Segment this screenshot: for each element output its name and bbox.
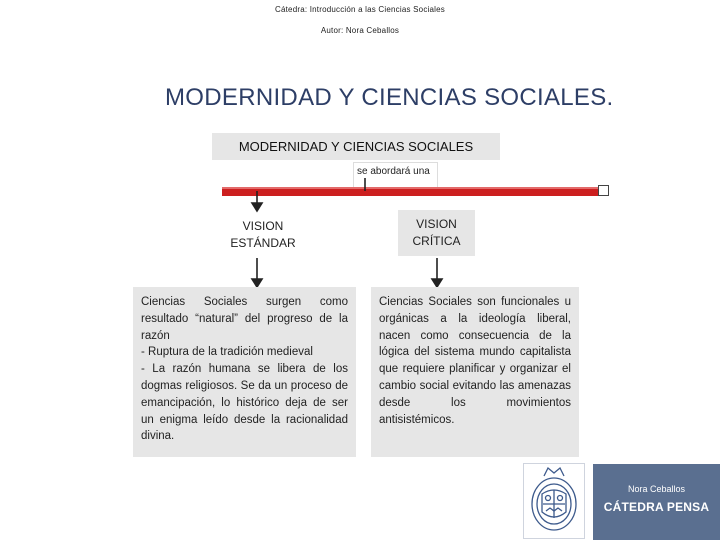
vision-standard-line2: ESTÁNDAR xyxy=(230,236,296,250)
vision-critical-line1: VISION xyxy=(416,217,457,231)
vision-standard-description xyxy=(133,287,356,457)
vision-standard-text: Ciencias Sociales surgen como resultado “natural” del progreso de la razón - Ruptura de la tradición medieval - La razón humana se libera de los dogmas religiosos. Se da un proceso de emancipación, lo histórico deja de ser un enigma leído desde la racionalidad divina. xyxy=(141,296,348,443)
seal-icon xyxy=(524,464,584,538)
brand-cathedra-title: CÁTEDRA PENSA xyxy=(603,500,710,514)
cathedra-brand-box xyxy=(593,464,720,540)
slide-title: MODERNIDAD Y CIENCIAS SOCIALES. xyxy=(165,84,614,111)
vision-critical-line2: CRÍTICA xyxy=(412,234,461,248)
vision-critical-description xyxy=(371,287,579,457)
root-concept-label: MODERNIDAD Y CIENCIAS SOCIALES xyxy=(238,139,474,154)
vision-standard-box xyxy=(223,212,303,258)
brand-author-name: Nora Ceballos xyxy=(627,484,686,494)
arrowhead-left-text xyxy=(252,279,262,287)
vision-critical-box xyxy=(398,210,475,256)
arrowhead-right-text xyxy=(432,279,442,287)
course-header: Cátedra: Introducción a las Ciencias Sociales xyxy=(275,5,445,14)
university-seal-logo xyxy=(523,463,585,539)
vision-standard-line1: VISION xyxy=(242,219,284,233)
connector-label: se abordará una xyxy=(357,166,430,177)
author-header: Autor: Nora Ceballos xyxy=(320,26,400,35)
arrowhead-left-vision xyxy=(252,203,262,211)
vision-critical-text: Ciencias Sociales son funcionales u orgánicas a la ideología liberal, nacen como consecuencia de la lógica del sistema mundo capitalista que requiere planificar y organizar el cambio social evitando las amenazas desde los movimientos antisistémicos. xyxy=(379,296,571,426)
